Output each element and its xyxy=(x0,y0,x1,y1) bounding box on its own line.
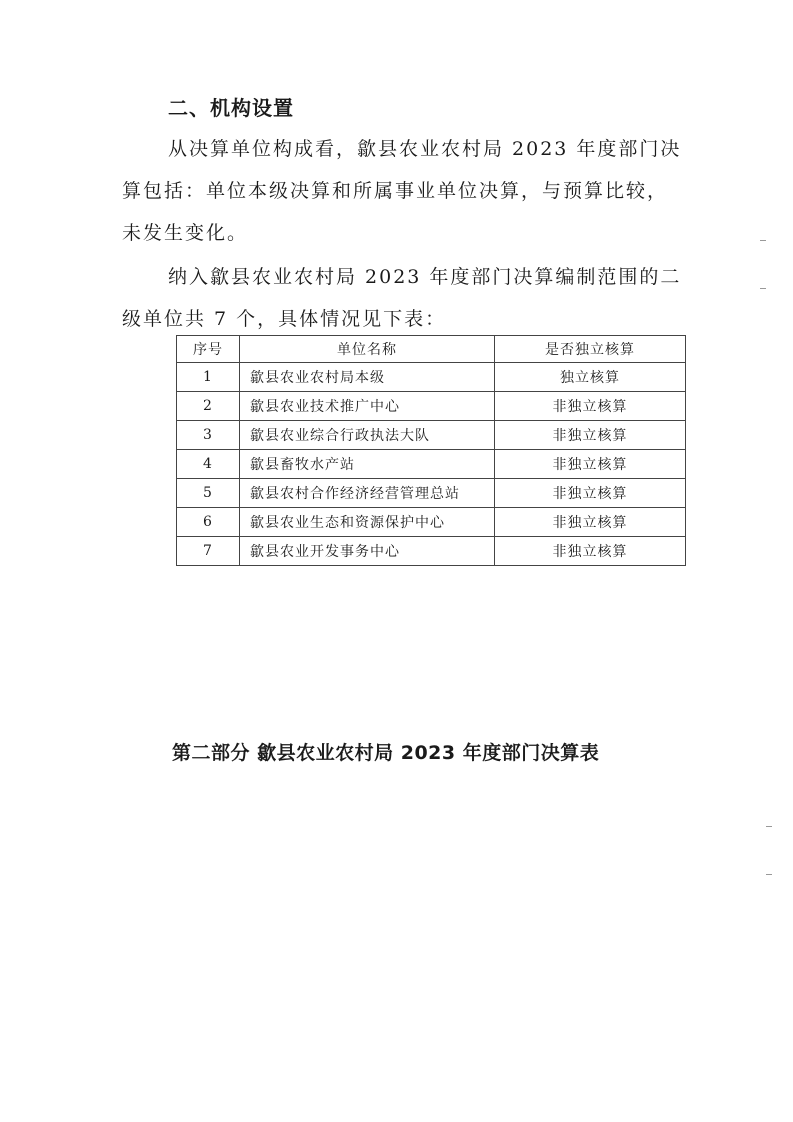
table-row xyxy=(177,450,686,479)
cell-accounting-type: 非独立核算 xyxy=(495,537,686,566)
cell-unit-name: 歙县农业技术推广中心 xyxy=(240,392,495,421)
table-row xyxy=(177,508,686,537)
header-unit-name: 单位名称 xyxy=(240,336,495,363)
cell-serial-number: 1 xyxy=(177,363,240,392)
cell-accounting-type: 非独立核算 xyxy=(495,508,686,537)
cell-unit-name: 歙县农业综合行政执法大队 xyxy=(240,421,495,450)
cell-serial-number: 7 xyxy=(177,537,240,566)
section-heading: 二、机构设置 xyxy=(168,96,294,120)
cell-accounting-type: 非独立核算 xyxy=(495,392,686,421)
scan-mark xyxy=(766,826,772,827)
cell-unit-name: 歙县畜牧水产站 xyxy=(240,450,495,479)
cell-accounting-type: 非独立核算 xyxy=(495,421,686,450)
table-row xyxy=(177,421,686,450)
header-independent-accounting: 是否独立核算 xyxy=(495,336,686,363)
units-table xyxy=(176,335,686,566)
cell-unit-name: 歙县农业生态和资源保护中心 xyxy=(240,508,495,537)
paragraph-line: 级单位共 7 个，具体情况见下表： xyxy=(122,308,447,330)
paragraph-line: 从决算单位构成看，歙县农业农村局 2023 年度部门决 xyxy=(168,138,682,160)
scan-mark xyxy=(760,288,766,289)
scan-mark xyxy=(760,240,766,241)
part-title: 第二部分 歙县农业农村局 2023 年度部门决算表 xyxy=(172,742,600,764)
cell-serial-number: 6 xyxy=(177,508,240,537)
paragraph-decision-scope xyxy=(122,128,682,254)
table-row xyxy=(177,392,686,421)
cell-unit-name: 歙县农业农村局本级 xyxy=(240,363,495,392)
cell-unit-name: 歙县农村合作经济经营管理总站 xyxy=(240,479,495,508)
cell-accounting-type: 非独立核算 xyxy=(495,479,686,508)
table-row xyxy=(177,363,686,392)
header-serial-number: 序号 xyxy=(177,336,240,363)
cell-unit-name: 歙县农业开发事务中心 xyxy=(240,537,495,566)
table-row xyxy=(177,537,686,566)
paragraph-line: 未发生变化。 xyxy=(122,222,249,244)
cell-serial-number: 2 xyxy=(177,392,240,421)
paragraph-unit-count xyxy=(122,256,682,340)
scan-mark xyxy=(766,874,772,875)
cell-serial-number: 3 xyxy=(177,421,240,450)
cell-accounting-type: 非独立核算 xyxy=(495,450,686,479)
paragraph-line: 纳入歙县农业农村局 2023 年度部门决算编制范围的二 xyxy=(168,266,682,288)
table-row xyxy=(177,479,686,508)
cell-serial-number: 5 xyxy=(177,479,240,508)
table-header-row xyxy=(177,336,686,363)
cell-accounting-type: 独立核算 xyxy=(495,363,686,392)
paragraph-line: 算包括：单位本级决算和所属事业单位决算，与预算比较， xyxy=(122,180,669,202)
cell-serial-number: 4 xyxy=(177,450,240,479)
